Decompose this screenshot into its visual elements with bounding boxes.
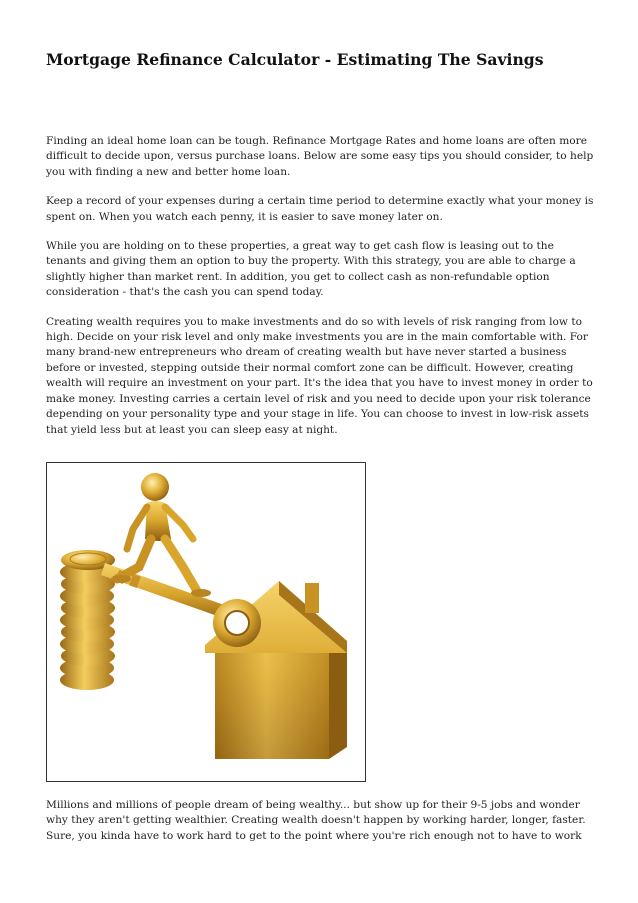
paragraph-5: Millions and millions of people dream of being wealthy... but show up for their 9-5 jobs and wonder why they aren't getting wealthier. Creating wealth doesn't happen by working harder, longer, faster. Sure, you kinda have to work hard to get to the point where you're rich enough not to have to work bbox=[46, 799, 586, 842]
gold-key-house-illustration bbox=[47, 463, 365, 781]
document-closing bbox=[46, 798, 594, 858]
paragraph-1: Finding an ideal home loan can be tough. Refinance Mortgage Rates and home loans are often more difficult to decide upon, versus purchase loans. Below are some easy tips you should consider, to help you with finding a new and better home loan. bbox=[46, 135, 594, 178]
document-title: Mortgage Refinance Calculator - Estimating The Savings bbox=[46, 50, 544, 69]
paragraph-4: Creating wealth requires you to make investments and do so with levels of risk ranging from low to high. Decide on your risk level and only make investments you are in the main comfortable with. For many brand-new entrepreneurs who dream of creating wealth but have never started a business before or invested, stepping outside their normal comfort zone can be difficult. However, creating wealth will require an investment on your part. It's the idea that you have to invest money in order to make money. Investing carries a certain level of risk and you need to decide upon your risk tolerance depending on your personality type and your stage in life. You can choose to invest in low-risk assets that yield less but at least you can sleep easy at night. bbox=[46, 315, 593, 436]
illustration-image bbox=[46, 462, 366, 782]
paragraph-2: Keep a record of your expenses during a certain time period to determine exactly what your money is spent on. When you watch each penny, it is easier to save money later on. bbox=[46, 195, 594, 223]
paragraph-3: While you are holding on to these properties, a great way to get cash flow is leasing out to the tenants and giving them an option to buy the property. With this strategy, you are able to charge a slightly higher than market rent. In addition, you get to collect cash as non-refundable option consideration - that's the cash you can spend today. bbox=[46, 240, 576, 299]
document-body bbox=[46, 134, 594, 452]
gold-figure bbox=[111, 473, 211, 597]
